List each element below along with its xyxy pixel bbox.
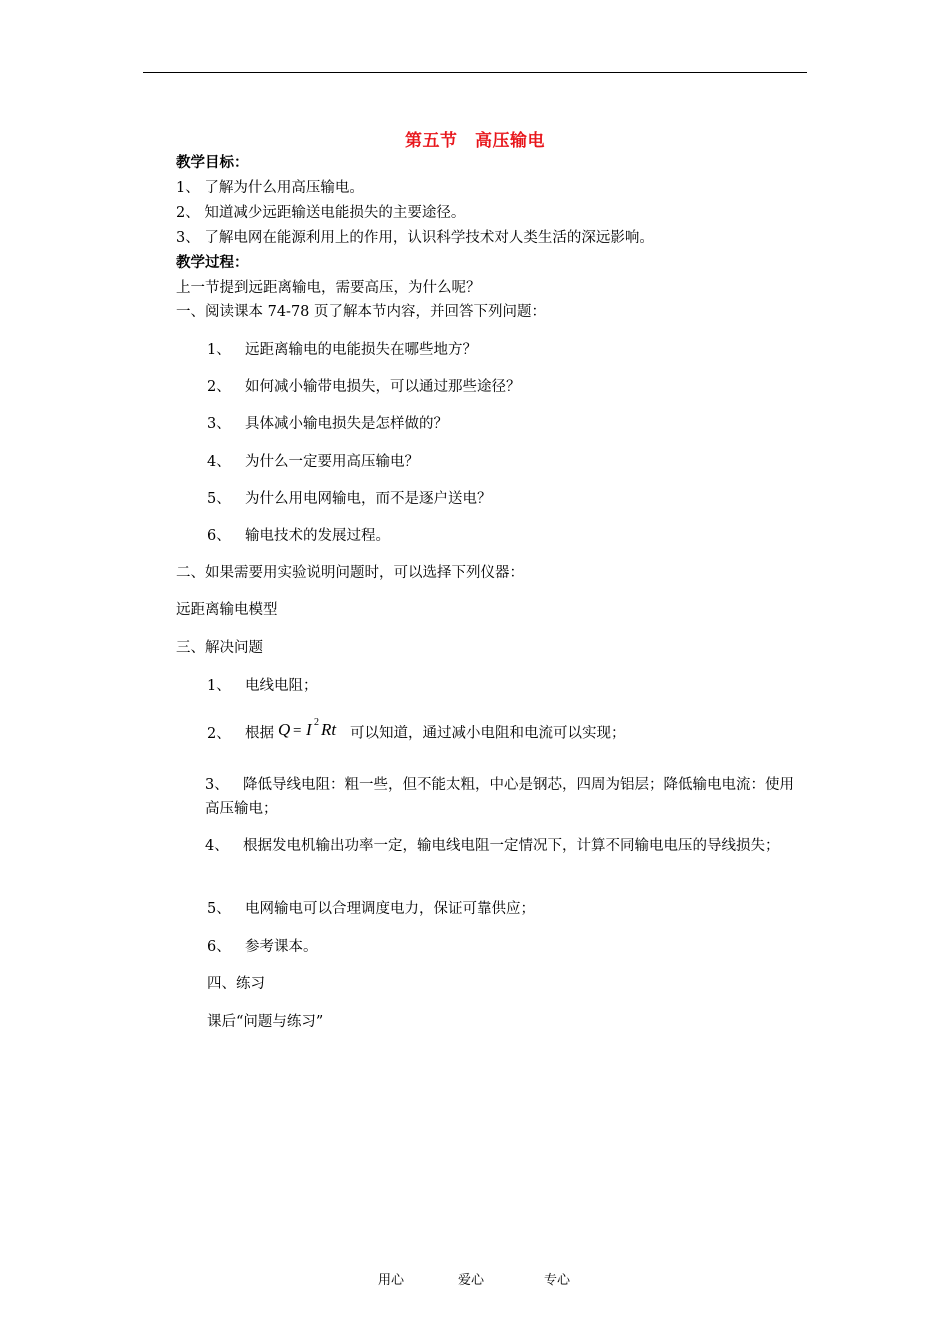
header-rule <box>143 72 807 73</box>
svg-text:=: = <box>293 723 302 739</box>
process-heading: 教学过程： <box>176 255 249 271</box>
question-item: 5、 为什么用电网输电，而不是逐户送电？ <box>207 491 492 507</box>
svg-text:2: 2 <box>314 717 319 728</box>
svg-text:Rt: Rt <box>321 720 337 739</box>
question-item: 2、 如何减小输带电损失，可以通过那些途径？ <box>207 379 521 395</box>
intro-text: 上一节提到远距离输电，需要高压，为什么呢？ <box>176 280 481 296</box>
question-item: 3、 具体减小输电损失是怎样做的？ <box>207 416 448 432</box>
answer-item: 1、 电线电阻； <box>207 678 318 694</box>
exercise-text: 课后“问题与练习” <box>207 1014 324 1030</box>
answer-item: 4、 根据发电机输出功率一定，输电线电阻一定情况下，计算不同输电电压的导线损失； <box>205 838 780 854</box>
objectives-heading: 教学目标： <box>176 155 249 171</box>
question-item: 1、 远距离输电的电能损失在哪些地方？ <box>207 342 477 358</box>
footer-text: 用心 <box>378 1273 405 1288</box>
objective-item: 1、 了解为什么用高压输电。 <box>176 180 364 196</box>
objective-item: 2、 知道减少远距输送电能损失的主要途径。 <box>176 205 466 221</box>
formula-q-i2rt <box>276 713 348 754</box>
question-item: 4、 为什么一定要用高压输电？ <box>207 454 419 470</box>
objective-item: 3、 了解电网在能源利用上的作用，认识科学技术对人类生活的深远影响。 <box>176 230 654 246</box>
footer-text: 爱心 <box>458 1273 485 1288</box>
part-one-heading: 一、阅读课本 74-78 页了解本节内容，并回答下列问题： <box>176 304 547 320</box>
page-title: 第五节 高压输电 <box>405 131 545 151</box>
part-three-heading: 三、解决问题 <box>176 640 263 656</box>
svg-text:I: I <box>306 720 312 739</box>
answer-item: 2、 根据 Q = I 2 Rt 可以知道，通过减小电阻和电流可以实现； <box>207 713 626 754</box>
instrument-text: 远距离输电模型 <box>176 602 278 618</box>
answer-item: 5、 电网输电可以合理调度电力，保证可靠供应； <box>207 901 535 917</box>
part-four-heading: 四、练习 <box>207 976 265 992</box>
footer-text: 专心 <box>544 1273 571 1288</box>
part-two-heading: 二、如果需要用实验说明问题时，可以选择下列仪器： <box>176 565 524 581</box>
svg-text:Q: Q <box>278 720 291 739</box>
answer-item: 6、 参考课本。 <box>207 939 318 955</box>
question-item: 6、 输电技术的发展过程。 <box>207 528 390 544</box>
answer-item: 3、 降低导线电阻：粗一些，但不能太粗，中心是钢芯，四周为铝层；降低输电电流：使用高压输电； <box>205 777 794 817</box>
